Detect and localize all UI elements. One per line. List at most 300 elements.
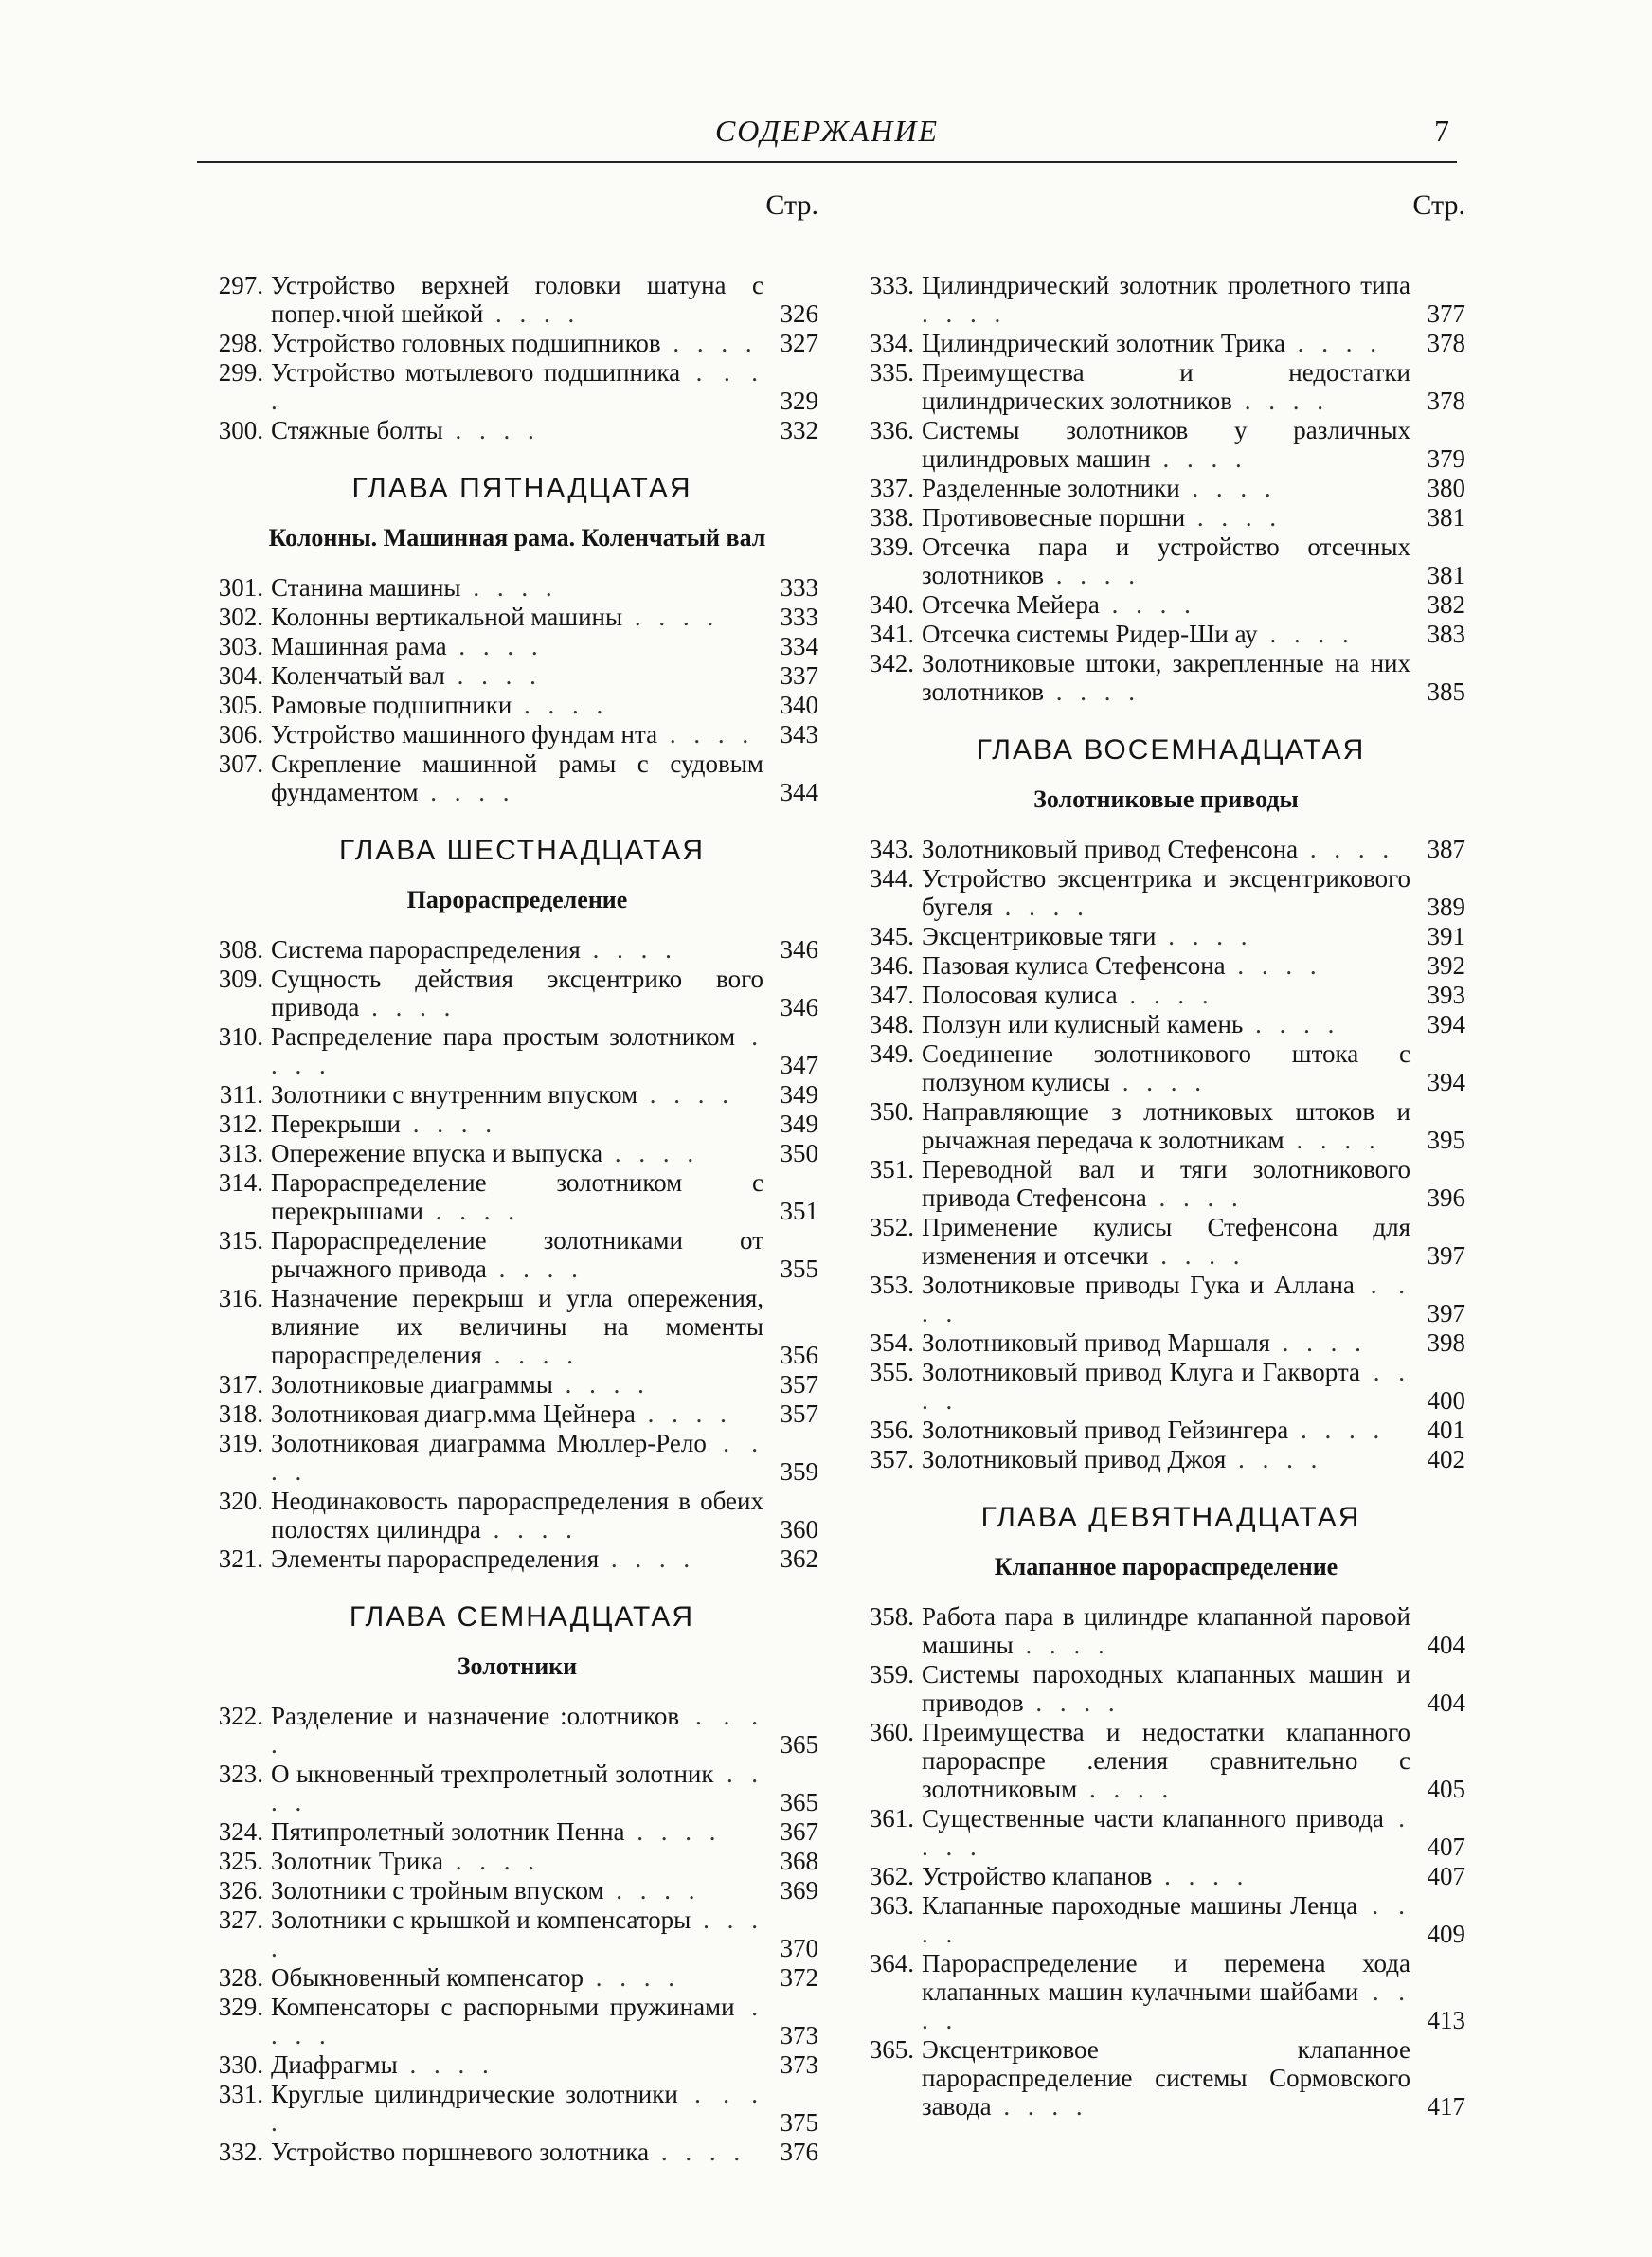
entry-number: 303.: [218, 632, 263, 660]
toc-entry: [197, 965, 818, 1021]
entry-title: О ыкновенный трехпролетный золотник: [271, 1760, 714, 1788]
entry-page-number: 350: [780, 1139, 818, 1167]
entry-body: [271, 1487, 763, 1544]
entry-body: [271, 935, 763, 964]
entry-body: [271, 2080, 763, 2137]
entry-page-number: 372: [780, 1963, 818, 1992]
toc-entry: [197, 749, 818, 806]
leader-dots: . . . .: [400, 1110, 497, 1138]
chapter-heading: ГЛАВА ПЯТНАДЦАТАЯ: [351, 473, 692, 504]
entry-body: [922, 533, 1410, 589]
leader-dots: . . . .: [922, 1977, 1410, 2034]
toc-entry: [848, 1213, 1465, 1270]
entry-title: Отсечка пара и устройство отсечных золотников: [922, 533, 1410, 589]
entry-title: Устройство клапанов: [922, 1862, 1153, 1890]
entry-title: Золотники с тройным впуском: [271, 1876, 604, 1905]
entry-title: Обыкновенный компенсатор: [271, 1963, 584, 1992]
toc-entry: [848, 922, 1465, 950]
entry-page-number: 395: [1427, 1126, 1465, 1154]
entry-number: 315.: [218, 1226, 263, 1255]
toc-entry: [848, 533, 1465, 589]
entry-number: 337.: [869, 474, 914, 502]
leader-dots: . . . .: [1043, 561, 1140, 589]
toc-entry: [848, 474, 1465, 502]
entry-body: [271, 661, 763, 690]
entry-title: Золотник Трика: [271, 1847, 443, 1875]
leader-dots: . . . .: [657, 720, 755, 749]
toc-entry: [197, 2050, 818, 2079]
entry-page-number: 347: [780, 1051, 818, 1079]
entry-title: Работа пара в цилиндре клапанной паровой машины: [922, 1602, 1410, 1659]
toc-entry: [197, 1429, 818, 1486]
entry-page-number: 357: [780, 1399, 818, 1428]
entry-title: Золотники с крышкой и компенсаторы: [271, 1905, 691, 1934]
leader-dots: . . . .: [635, 1399, 732, 1428]
entry-body: [271, 329, 763, 357]
entry-title: Клапанные пароходные машины Ленца: [922, 1891, 1358, 1920]
entry-body: [922, 1862, 1410, 1890]
entry-number: 363.: [869, 1891, 914, 1920]
entry-page-number: 396: [1427, 1183, 1465, 1212]
entry-title: Золотниковые штоки, закрепленные на них золотников: [922, 649, 1410, 706]
entry-title: Устройство головных подшипников: [271, 329, 661, 357]
leader-dots: . . . .: [418, 778, 515, 806]
leader-dots: . . . .: [624, 1817, 722, 1846]
toc-entry: [848, 271, 1465, 328]
entry-number: 317.: [218, 1370, 263, 1399]
entry-title: Устройство мотылевого подшипника: [271, 358, 681, 387]
leader-dots: . . . .: [1150, 444, 1248, 473]
entry-body: [271, 1284, 763, 1369]
entry-number: 362.: [869, 1862, 914, 1890]
entry-page-number: 381: [1427, 561, 1465, 589]
entry-body: [922, 1602, 1410, 1659]
entry-body: [922, 1271, 1410, 1327]
toc-entry: [848, 1660, 1465, 1717]
entry-number: 358.: [869, 1602, 914, 1631]
entry-body: [922, 649, 1410, 706]
entry-body: [271, 1022, 763, 1079]
entry-body: [271, 720, 763, 749]
entry-title: Отсечка Мейера: [922, 590, 1100, 619]
toc-entry: [197, 720, 818, 749]
entry-page-number: 349: [780, 1080, 818, 1109]
leader-dots: . . . .: [271, 358, 763, 415]
entry-page-number: 373: [780, 2050, 818, 2079]
leader-dots: . . . .: [1077, 1775, 1175, 1803]
right-column-entries: [848, 271, 1465, 2121]
entry-number: 314.: [218, 1168, 263, 1197]
toc-entry: [197, 2138, 818, 2166]
toc-entry: [197, 1487, 818, 1544]
entry-body: [922, 951, 1410, 980]
entry-body: [271, 749, 763, 806]
entry-page-number: 402: [1427, 1445, 1465, 1473]
entry-number: 335.: [869, 358, 914, 387]
toc-entry: [848, 503, 1465, 532]
entry-title: Стяжные болты: [271, 416, 443, 444]
entry-title: Цилиндрический золотник пролетного типа: [922, 271, 1410, 299]
entry-body: [922, 2035, 1410, 2121]
entry-page-number: 404: [1427, 1631, 1465, 1659]
entry-number: 347.: [869, 981, 914, 1009]
column-page-label: Стр.: [1412, 190, 1465, 221]
entry-title: Разделение и назначение :олотников: [271, 1702, 680, 1730]
entry-body: [922, 1039, 1410, 1096]
entry-number: 348.: [869, 1010, 914, 1038]
toc-entry: [197, 1963, 818, 1992]
entry-number: 311.: [219, 1080, 263, 1109]
entry-title: Колонны вертикальной машины: [271, 603, 623, 631]
entry-body: [271, 1963, 763, 1992]
entry-number: 345.: [869, 922, 914, 950]
entry-body: [922, 835, 1410, 863]
entry-number: 313.: [218, 1139, 263, 1167]
leader-dots: . . . .: [444, 661, 542, 690]
entry-title: Эксцентриковые тяги: [922, 922, 1157, 950]
entry-number: 312.: [218, 1110, 263, 1138]
entry-number: 305.: [218, 691, 263, 719]
chapter-heading: ГЛАВА СЕМНАДЦАТАЯ: [349, 1601, 695, 1633]
entry-title: Неодинаковость парораспределения в обеих полостях цилиндра: [271, 1487, 763, 1544]
entry-page-number: 373: [780, 2021, 818, 2049]
entry-title: Коленчатый вал: [271, 661, 445, 690]
entry-number: 299.: [218, 358, 263, 387]
entry-number: 320.: [218, 1487, 263, 1515]
toc-entry: [197, 632, 818, 660]
entry-body: [922, 503, 1410, 532]
toc-entry: [197, 1399, 818, 1428]
entry-body: [922, 1891, 1410, 1948]
toc-entry: [197, 1284, 818, 1369]
leader-dots: . . . .: [1148, 1241, 1246, 1270]
entry-number: 352.: [869, 1213, 914, 1241]
entry-number: 331.: [218, 2080, 263, 2108]
leader-dots: . . . .: [1284, 1126, 1381, 1154]
entry-page-number: 340: [780, 691, 818, 719]
entry-number: 316.: [218, 1284, 263, 1312]
entry-page-number: 397: [1427, 1241, 1465, 1270]
toc-entry: [197, 271, 818, 328]
entry-page-number: 392: [1427, 951, 1465, 980]
left-column-entries: [197, 271, 818, 2166]
entry-body: [271, 1429, 763, 1486]
entry-number: 336.: [869, 416, 914, 444]
toc-entry: [197, 1139, 818, 1167]
entry-body: [271, 632, 763, 660]
entry-title: Переводной вал и тяги золотникового привода Стефенсона: [922, 1155, 1410, 1212]
entry-body: [271, 416, 763, 444]
entry-page-number: 378: [1427, 329, 1465, 357]
toc-entry: [197, 935, 818, 964]
entry-title: Отсечка системы Ридер-Ши ау: [922, 620, 1258, 648]
leader-dots: . . . .: [442, 416, 540, 444]
entry-body: [922, 416, 1410, 473]
toc-entry: [848, 590, 1465, 619]
leader-dots: . . . .: [599, 1544, 696, 1573]
entry-body: [271, 1080, 763, 1109]
toc-entry: [197, 1226, 818, 1283]
entry-page-number: 401: [1427, 1416, 1465, 1444]
chapter-subtitle: Золотники: [457, 1652, 578, 1680]
entry-number: 350.: [869, 1097, 914, 1126]
entry-body: [922, 1660, 1410, 1717]
running-title: СОДЕРЖАНИЕ: [714, 114, 940, 148]
entry-page-number: 409: [1427, 1920, 1465, 1948]
toc-entry: [197, 1110, 818, 1138]
entry-number: 344.: [869, 864, 914, 893]
entry-page-number: 334: [780, 632, 818, 660]
entry-title: Соединение золотникового штока с ползуном кулисы: [922, 1039, 1410, 1096]
entry-number: 328.: [218, 1963, 263, 1992]
entry-number: 343.: [869, 835, 914, 863]
toc-entry: [848, 1097, 1465, 1154]
leader-dots: . . . .: [922, 299, 1007, 328]
entry-number: 357.: [869, 1445, 914, 1473]
entry-body: [271, 1226, 763, 1283]
leader-dots: . . . .: [1117, 981, 1214, 1009]
entry-number: 306.: [218, 720, 263, 749]
entry-title: Пазовая кулиса Стефенсона: [922, 951, 1226, 980]
entry-page-number: 377: [1427, 299, 1465, 328]
entry-title: Золотники с внутренним впуском: [271, 1080, 638, 1109]
leader-dots: . . . .: [649, 2138, 746, 2166]
entry-title: Компенсаторы с распорными пружинами: [271, 1993, 735, 2021]
leader-dots: . . . .: [991, 2092, 1088, 2121]
leader-dots: . . . .: [1185, 503, 1283, 532]
entry-title: Сущность действия эксцентрико вого привода: [271, 965, 763, 1021]
entry-page-number: 337: [780, 661, 818, 690]
entry-number: 338.: [869, 503, 914, 532]
entry-title: Полосовая кулиса: [922, 981, 1118, 1009]
entry-title: Золотниковый привод Джоя: [922, 1445, 1227, 1473]
leader-dots: . . . .: [1099, 590, 1196, 619]
toc-entry: [197, 573, 818, 602]
entry-body: [271, 2050, 763, 2079]
entry-title: Преимущества и недостатки цилиндрических золотников: [922, 358, 1410, 415]
entry-number: 346.: [869, 951, 914, 980]
entry-page-number: 413: [1427, 2006, 1465, 2034]
toc-entry: [848, 1271, 1465, 1327]
entry-body: [271, 1905, 763, 1962]
leader-dots: . . . .: [1179, 474, 1277, 502]
entry-number: 354.: [869, 1328, 914, 1357]
entry-number: 323.: [218, 1760, 263, 1788]
entry-number: 318.: [218, 1399, 263, 1428]
entry-page-number: 370: [780, 1934, 818, 1962]
leader-dots: . . . .: [271, 1905, 763, 1962]
entry-number: 359.: [869, 1660, 914, 1688]
entry-title: Системы золотников у различных цилиндровых машин: [922, 416, 1410, 473]
entry-number: 300.: [218, 416, 263, 444]
leader-dots: . . . .: [271, 1022, 763, 1079]
leader-dots: . . . .: [271, 2080, 763, 2137]
page-number: 7: [1434, 114, 1449, 148]
toc-entry: [848, 1155, 1465, 1212]
entry-title: Золотниковая диаграмма Мюллер-Рело: [271, 1429, 707, 1457]
toc-entry: [197, 1544, 818, 1573]
leader-dots: . . . .: [602, 1139, 700, 1167]
entry-body: [271, 1544, 763, 1573]
entry-title: Рамовые подшипники: [271, 691, 512, 719]
entry-page-number: 343: [780, 720, 818, 749]
entry-page-number: 327: [780, 329, 818, 357]
entry-page-number: 380: [1427, 474, 1465, 502]
entry-page-number: 368: [780, 1847, 818, 1875]
entry-page-number: 346: [780, 993, 818, 1021]
entry-title: Золотниковые приводы Гука и Аллана: [922, 1271, 1355, 1299]
leader-dots: . . . .: [1269, 1328, 1367, 1357]
toc-entry: [848, 1891, 1465, 1948]
leader-dots: . . . .: [483, 299, 581, 328]
leader-dots: . . . .: [922, 1891, 1411, 1948]
toc-entry: [197, 2080, 818, 2137]
entry-page-number: 417: [1427, 2092, 1465, 2121]
entry-page-number: 333: [780, 573, 818, 602]
toc-entry: [848, 1445, 1465, 1473]
entry-page-number: 398: [1427, 1328, 1465, 1357]
entry-page-number: 381: [1427, 503, 1465, 532]
leader-dots: . . . .: [512, 691, 609, 719]
entry-title: Перекрыши: [271, 1110, 401, 1138]
entry-number: 327.: [218, 1905, 263, 1934]
entry-title: Ползун или кулисный камень: [922, 1010, 1244, 1038]
leader-dots: . . . .: [271, 1429, 763, 1486]
entry-body: [922, 590, 1410, 619]
entry-number: 365.: [869, 2035, 914, 2064]
toc-entry: [848, 951, 1465, 980]
entry-page-number: 405: [1427, 1775, 1465, 1803]
toc-entry: [848, 1416, 1465, 1444]
chapter-subtitle: Парораспределение: [406, 886, 628, 913]
entry-title: Золотниковый привод Гейзингера: [922, 1416, 1289, 1444]
entry-title: Парораспределение золотником с перекрышами: [271, 1168, 763, 1225]
leader-dots: . . . .: [1146, 1183, 1244, 1212]
entry-page-number: 397: [1427, 1299, 1465, 1327]
entry-title: Устройство поршневого золотника: [271, 2138, 650, 2166]
entry-body: [922, 922, 1410, 950]
leader-dots: . . . .: [271, 1993, 763, 2049]
leader-dots: . . . .: [552, 1370, 650, 1399]
entry-number: 326.: [218, 1876, 263, 1905]
entry-body: [922, 620, 1410, 648]
entry-page-number: 365: [780, 1788, 818, 1816]
entry-number: 298.: [218, 329, 263, 357]
entry-title: Станина машины: [271, 573, 461, 602]
entry-page-number: 359: [780, 1457, 818, 1486]
entry-title: Эксцентриковое клапанное парораспределение системы Сормовского завода: [922, 2035, 1410, 2121]
entry-body: [271, 573, 763, 602]
toc-entry: [197, 1905, 818, 1962]
entry-page-number: 360: [780, 1515, 818, 1544]
toc-entry: [848, 1949, 1465, 2034]
entry-title: Устройство верхней головки шатуна с попер.чной шейкой: [271, 271, 763, 328]
leader-dots: . . . .: [637, 1080, 735, 1109]
entry-body: [271, 271, 763, 328]
entry-page-number: 379: [1427, 444, 1465, 473]
toc-entry: [848, 358, 1465, 415]
entry-body: [922, 864, 1410, 921]
entry-title: Машинная рама: [271, 632, 447, 660]
entry-page-number: 369: [780, 1876, 818, 1905]
leader-dots: . . . .: [1110, 1068, 1208, 1096]
entry-title: Золотниковый привод Стефенсона: [922, 835, 1299, 863]
entry-number: 334.: [869, 329, 914, 357]
chapter-heading: ГЛАВА ДЕВЯТНАДЦАТАЯ: [980, 1502, 1361, 1533]
leader-dots: . . . .: [423, 1197, 520, 1225]
leader-dots: . . . .: [271, 1702, 764, 1759]
entry-body: [271, 691, 763, 719]
leader-dots: . . . .: [460, 573, 558, 602]
entry-title: Опережение впуска и выпуска: [271, 1139, 603, 1167]
entry-body: [271, 1847, 763, 1875]
entry-title: Золотниковый привод Маршаля: [922, 1328, 1270, 1357]
toc-entry: [197, 661, 818, 690]
leader-dots: . . . .: [603, 1876, 701, 1905]
leader-dots: . . . .: [660, 329, 758, 357]
toc-entry: [848, 981, 1465, 1009]
entry-title: Назначение перекрыш и угла опережения, влияние их величины на моменты парораспределения: [271, 1284, 763, 1369]
entry-page-number: 391: [1427, 922, 1465, 950]
toc-entry: [197, 1847, 818, 1875]
entry-page-number: 367: [780, 1817, 818, 1846]
entry-page-number: 344: [780, 778, 818, 806]
entry-title: Существенные части клапанного привода: [922, 1804, 1384, 1833]
entry-number: 329.: [218, 1993, 263, 2021]
entry-number: 325.: [218, 1847, 263, 1875]
leader-dots: . . . .: [922, 1271, 1410, 1327]
entry-page-number: 356: [780, 1341, 818, 1369]
entry-number: 351.: [869, 1155, 914, 1183]
entry-body: [922, 329, 1410, 357]
entry-body: [271, 1139, 763, 1167]
entry-number: 361.: [869, 1804, 914, 1833]
entry-body: [271, 1876, 763, 1905]
toc-entry: [197, 358, 818, 415]
leader-dots: . . . .: [1298, 835, 1395, 863]
leader-dots: . . . .: [481, 1341, 579, 1369]
leader-dots: . . . .: [1243, 1010, 1340, 1038]
entry-page-number: 385: [1427, 677, 1465, 706]
chapter-heading: ГЛАВА ВОСЕМНАДЦАТАЯ: [976, 734, 1366, 766]
column-page-label: Стр.: [765, 190, 818, 221]
entry-number: 339.: [869, 533, 914, 561]
entry-title: Скрепление машинной рамы с судовым фундаментом: [271, 749, 763, 806]
entry-body: [922, 271, 1410, 328]
toc-entry: [197, 1370, 818, 1399]
entry-number: 307.: [218, 749, 263, 778]
entry-body: [271, 1399, 763, 1428]
toc-entry: [848, 329, 1465, 357]
entry-body: [922, 1445, 1410, 1473]
entry-body: [922, 1213, 1410, 1270]
entry-number: 324.: [218, 1817, 263, 1846]
entry-title: Устройство эксцентрика и эксцентрикового бугеля: [922, 864, 1410, 921]
entry-number: 342.: [869, 649, 914, 677]
leader-dots: . . . .: [397, 2050, 494, 2079]
entry-body: [922, 1155, 1410, 1212]
entry-page-number: 376: [780, 2138, 818, 2166]
entry-body: [922, 1416, 1410, 1444]
entry-title: Системы пароходных клапанных машин и приводов: [922, 1660, 1410, 1717]
leader-dots: . . . .: [1013, 1631, 1110, 1659]
entry-page-number: 407: [1427, 1862, 1465, 1890]
toc-entry: [848, 1039, 1465, 1096]
entry-page-number: 404: [1427, 1688, 1465, 1717]
entry-title: Золотниковый привод Клуга и Гакворта: [922, 1358, 1360, 1386]
entry-page-number: 407: [1427, 1833, 1465, 1861]
chapter-subtitle: Золотниковые приводы: [1033, 785, 1299, 813]
